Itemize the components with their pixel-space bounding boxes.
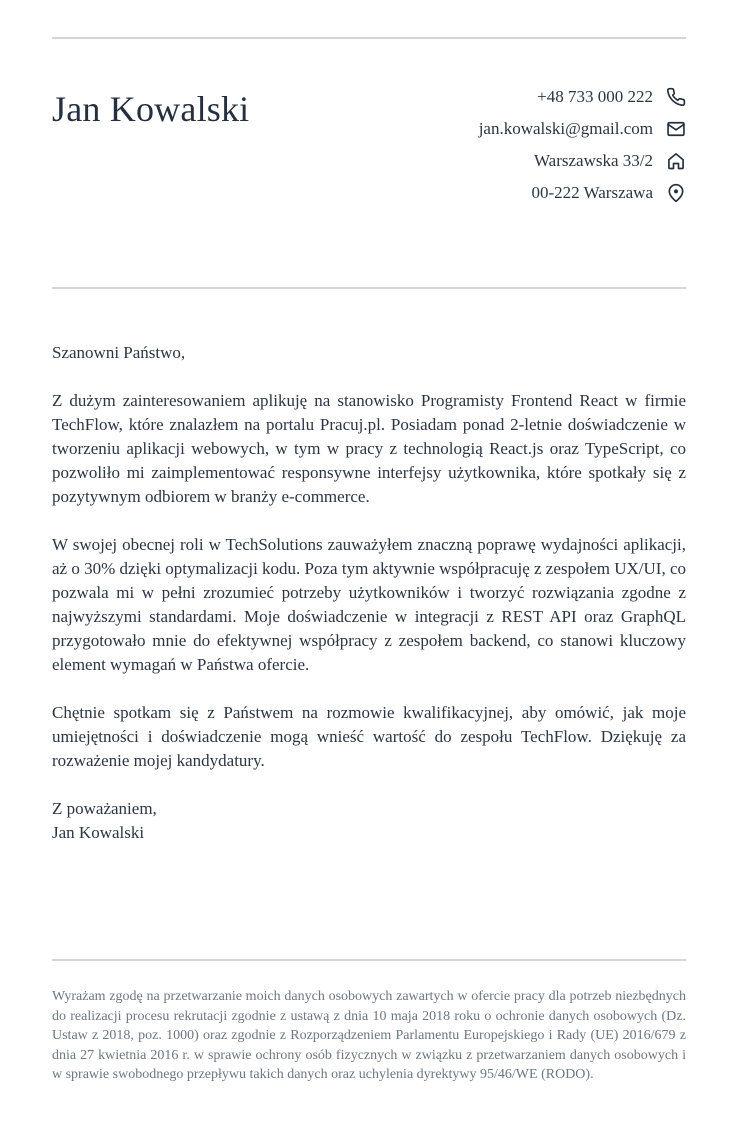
- contact-block: [479, 87, 686, 203]
- rodo-consent-clause: Wyrażam zgodę na przetwarzanie moich danych osobowych zawartych w ofercie pracy dla potrzeb niezbędnych do realizacji procesu rekrutacji zgodnie z ustawą z dnia 10 maja 2018 roku o ochronie danych osobowych (Dz. Ustaw z 2018, poz. 1000) oraz zgodnie z Rozporządzeniem Parlamentu Europejskiego i Rady (UE) 2016/679 z dnia 27 kwietnia 2016 r. w sprawie ochrony osób fizycznych w związku z przetwarzaniem danych osobowych i w sprawie swobodnego przepływu takich danych oraz uchylenia dyrektywy 95/46/WE (RODO).: [52, 989, 686, 1082]
- email-address: jan.kowalski@gmail.com: [478, 119, 653, 138]
- home-icon: [666, 151, 686, 171]
- location-pin-icon: [666, 183, 686, 203]
- mail-icon: [666, 119, 686, 139]
- salutation: Szanowni Państwo,: [52, 343, 186, 362]
- letter-body: [52, 341, 686, 845]
- paragraph-invitation: Chętnie spotkam się z Państwem na rozmowie kwalifikacyjnej, aby omówić, jak moje umiejętności i doświadczenie mogą wnieść wartość do zespołu TechFlow. Dziękuję za rozważenie mojej kandydatury.: [52, 703, 686, 770]
- postal-city: 00-222 Warszawa: [531, 183, 653, 202]
- phone-number: +48 733 000 222: [537, 87, 653, 106]
- street-address: Warszawska 33/2: [533, 151, 653, 170]
- contact-row-address: [479, 151, 686, 171]
- signature-name: Jan Kowalski: [52, 823, 145, 842]
- letter-header: [52, 87, 686, 203]
- person-name: Jan Kowalski: [52, 89, 250, 129]
- paragraph-intro: Z dużym zainteresowaniem aplikuję na stanowisko Programisty Frontend React w firmie TechFlow, które znalazłem na portalu Pracuj.pl. Posiadam ponad 2-letnie doświadczenie w tworzeniu aplikacji webowych, w tym w pracy z technologią React.js oraz TypeScript, co pozwoliło mi zaimplementować responsywne interfejsy użytkownika, które spotkały się z pozytywnym odbiorem w branży e-commerce.: [52, 391, 686, 506]
- letter-footer: [52, 987, 686, 1085]
- contact-row-email: [479, 119, 686, 139]
- footer-divider: [52, 959, 686, 961]
- paragraph-experience: W swojej obecnej roli w TechSolutions zauważyłem znaczną poprawę wydajności aplikacji, aż o 30% dzięki optymalizacji kodu. Poza tym aktywnie współpracuję z zespołem UX/UI, co pozwala mi w pełni zrozumieć potrzeby użytkowników i tworzyć rozwiązania zgodne z najwyższymi standardami. Moje doświadczenie w integracji z REST API oraz GraphQL przygotowało mnie do efektywnej współpracy z zespołem backend, co stanowi kluczowy element wymagań w Państwa ofercie.: [52, 535, 687, 674]
- header-divider: [52, 287, 686, 289]
- contact-row-phone: [479, 87, 686, 107]
- phone-icon: [666, 87, 686, 107]
- contact-row-city: [479, 183, 686, 203]
- closing-line: Z poważaniem,: [52, 799, 157, 818]
- top-divider: [52, 37, 686, 39]
